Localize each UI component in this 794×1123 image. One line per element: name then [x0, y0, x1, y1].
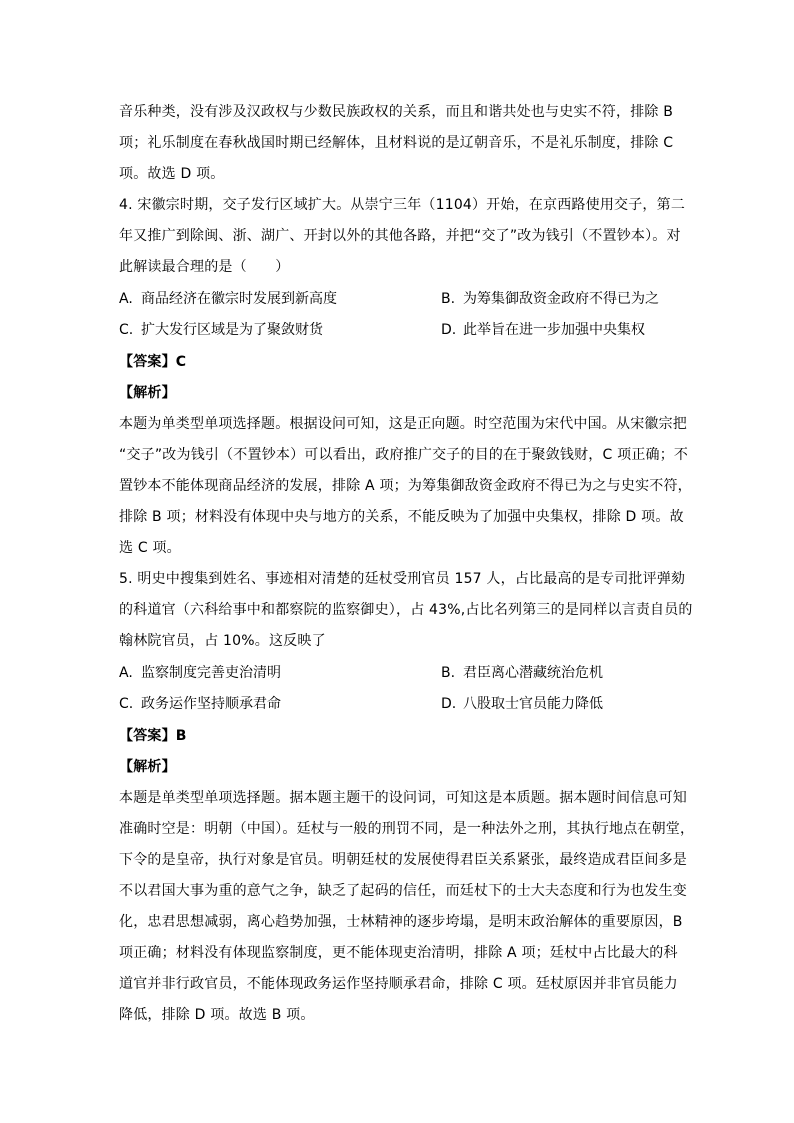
option-text: 监察制度完善吏治清明	[141, 665, 281, 681]
text-line: 音乐种类，没有涉及汉政权与少数民族政权的关系，而且和谐共处也与史实不符，排除 B	[119, 104, 674, 120]
option-letter: B.	[441, 665, 456, 681]
option-letter: B.	[441, 291, 456, 307]
option-letter: A.	[119, 665, 133, 681]
question-4-analysis-line: “交子”改为钱引（不置钞本）可以看出，政府推广交子的目的在于聚敛钱财，C 项正确；不	[119, 447, 689, 463]
option-letter: A.	[119, 291, 133, 307]
question-5-analysis-label: 【解析】	[119, 759, 176, 775]
option-text: 为筹集御敌资金政府不得已为之	[463, 291, 659, 307]
question-4-stem-line: 此解读最合理的是（ ）	[119, 259, 290, 275]
question-5-stem-line: 5. 明史中搜集到姓名、事迹相对清楚的廷杖受刑官员 157 人，占比最高的是专司批评弹劾	[119, 571, 686, 587]
question-4-analysis-line: 本题为单类型单项选择题。根据设问可知，这是正向题。时空范围为宋代中国。从宋徽宗把	[119, 416, 687, 432]
question-5-analysis-line: 化，忠君思想减弱，离心趋势加强，士林精神的逐步垮塌，是明末政治解体的重要原因，B	[119, 914, 683, 930]
option-text: 此举旨在进一步加强中央集权	[463, 322, 645, 338]
question-5-stem-line: 的科道官（六科给事中和都察院的监察御史），占 43%,占比名列第三的是同样以言责自员的	[119, 602, 693, 618]
text-line: 项；礼乐制度在春秋战国时期已经解体，且材料说的是辽朝音乐，不是礼乐制度，排除 C	[119, 135, 674, 151]
question-5-option-b	[441, 663, 603, 683]
option-text: 八股取士官员能力降低	[463, 696, 603, 712]
question-4-answer: 【答案】C	[119, 354, 187, 370]
question-5-analysis-line: 降低，排除 D 项。故选 B 项。	[119, 1007, 315, 1023]
question-4-option-a	[119, 289, 337, 309]
question-4-analysis-label: 【解析】	[119, 385, 176, 401]
question-4-analysis-line: 置钞本不能体现商品经济的发展，排除 A 项；为筹集御敌资金政府不得已为之与史实不符，	[119, 478, 692, 494]
question-4-option-c	[119, 320, 323, 340]
question-5-analysis-line: 不以君国大事为重的意气之争，缺乏了起码的信任，而廷杖下的士大夫态度和行为也发生变	[119, 883, 687, 899]
question-4-option-b	[441, 289, 659, 309]
question-5-stem-line: 翰林院官员，占 10%。这反映了	[119, 633, 326, 649]
option-text: 扩大发行区域是为了聚敛财货	[141, 322, 323, 338]
question-5-option-a	[119, 663, 281, 683]
option-letter: C.	[119, 322, 134, 338]
question-5-analysis-line: 道官并非行政官员，不能体现政务运作坚持顺承君命，排除 C 项。廷杖原因并非官员能力	[119, 976, 678, 992]
option-text: 商品经济在徽宗时发展到新高度	[141, 291, 337, 307]
option-text: 君臣离心潜藏统治危机	[463, 665, 603, 681]
question-4-stem-line: 年又推广到除闽、浙、湖广、开封以外的其他各路，并把“交了”改为钱引（不置钞本）。对	[119, 228, 681, 244]
question-5-analysis-line: 下令的是皇帝，执行对象是官员。明朝廷杖的发展使得君臣关系紧张，最终造成君臣间多是	[119, 852, 687, 868]
option-letter: D.	[441, 696, 457, 712]
question-4-stem-line: 4. 宋徽宗时期，交子发行区域扩大。从崇宁三年（1104）开始，在京西路使用交子，第二	[119, 197, 686, 213]
option-letter: D.	[441, 322, 457, 338]
question-5-analysis-line: 准确时空是：明朝（中国）。廷杖与一般的刑罚不同，是一种法外之刑，其执行地点在朝堂，	[119, 821, 695, 837]
text-line: 项。故选 D 项。	[119, 166, 225, 182]
question-5-option-d	[441, 694, 603, 714]
option-letter: C.	[119, 696, 134, 712]
question-4-option-d	[441, 320, 645, 340]
question-5-option-c	[119, 694, 281, 714]
question-5-analysis-line: 项正确；材料没有体现监察制度，更不能体现吏治清明，排除 A 项；廷杖中占比最大的科	[119, 945, 678, 961]
question-5-analysis-line: 本题是单类型单项选择题。据本题主题干的设问词，可知这是本质题。据本题时间信息可知	[119, 790, 687, 806]
question-5-answer: 【答案】B	[119, 728, 187, 744]
option-text: 政务运作坚持顺承君命	[141, 696, 281, 712]
question-4-analysis-line: 选 C 项。	[119, 540, 181, 556]
question-4-analysis-line: 排除 B 项；材料没有体现中央与地方的关系，不能反映为了加强中央集权，排除 D 项。故	[119, 509, 684, 525]
